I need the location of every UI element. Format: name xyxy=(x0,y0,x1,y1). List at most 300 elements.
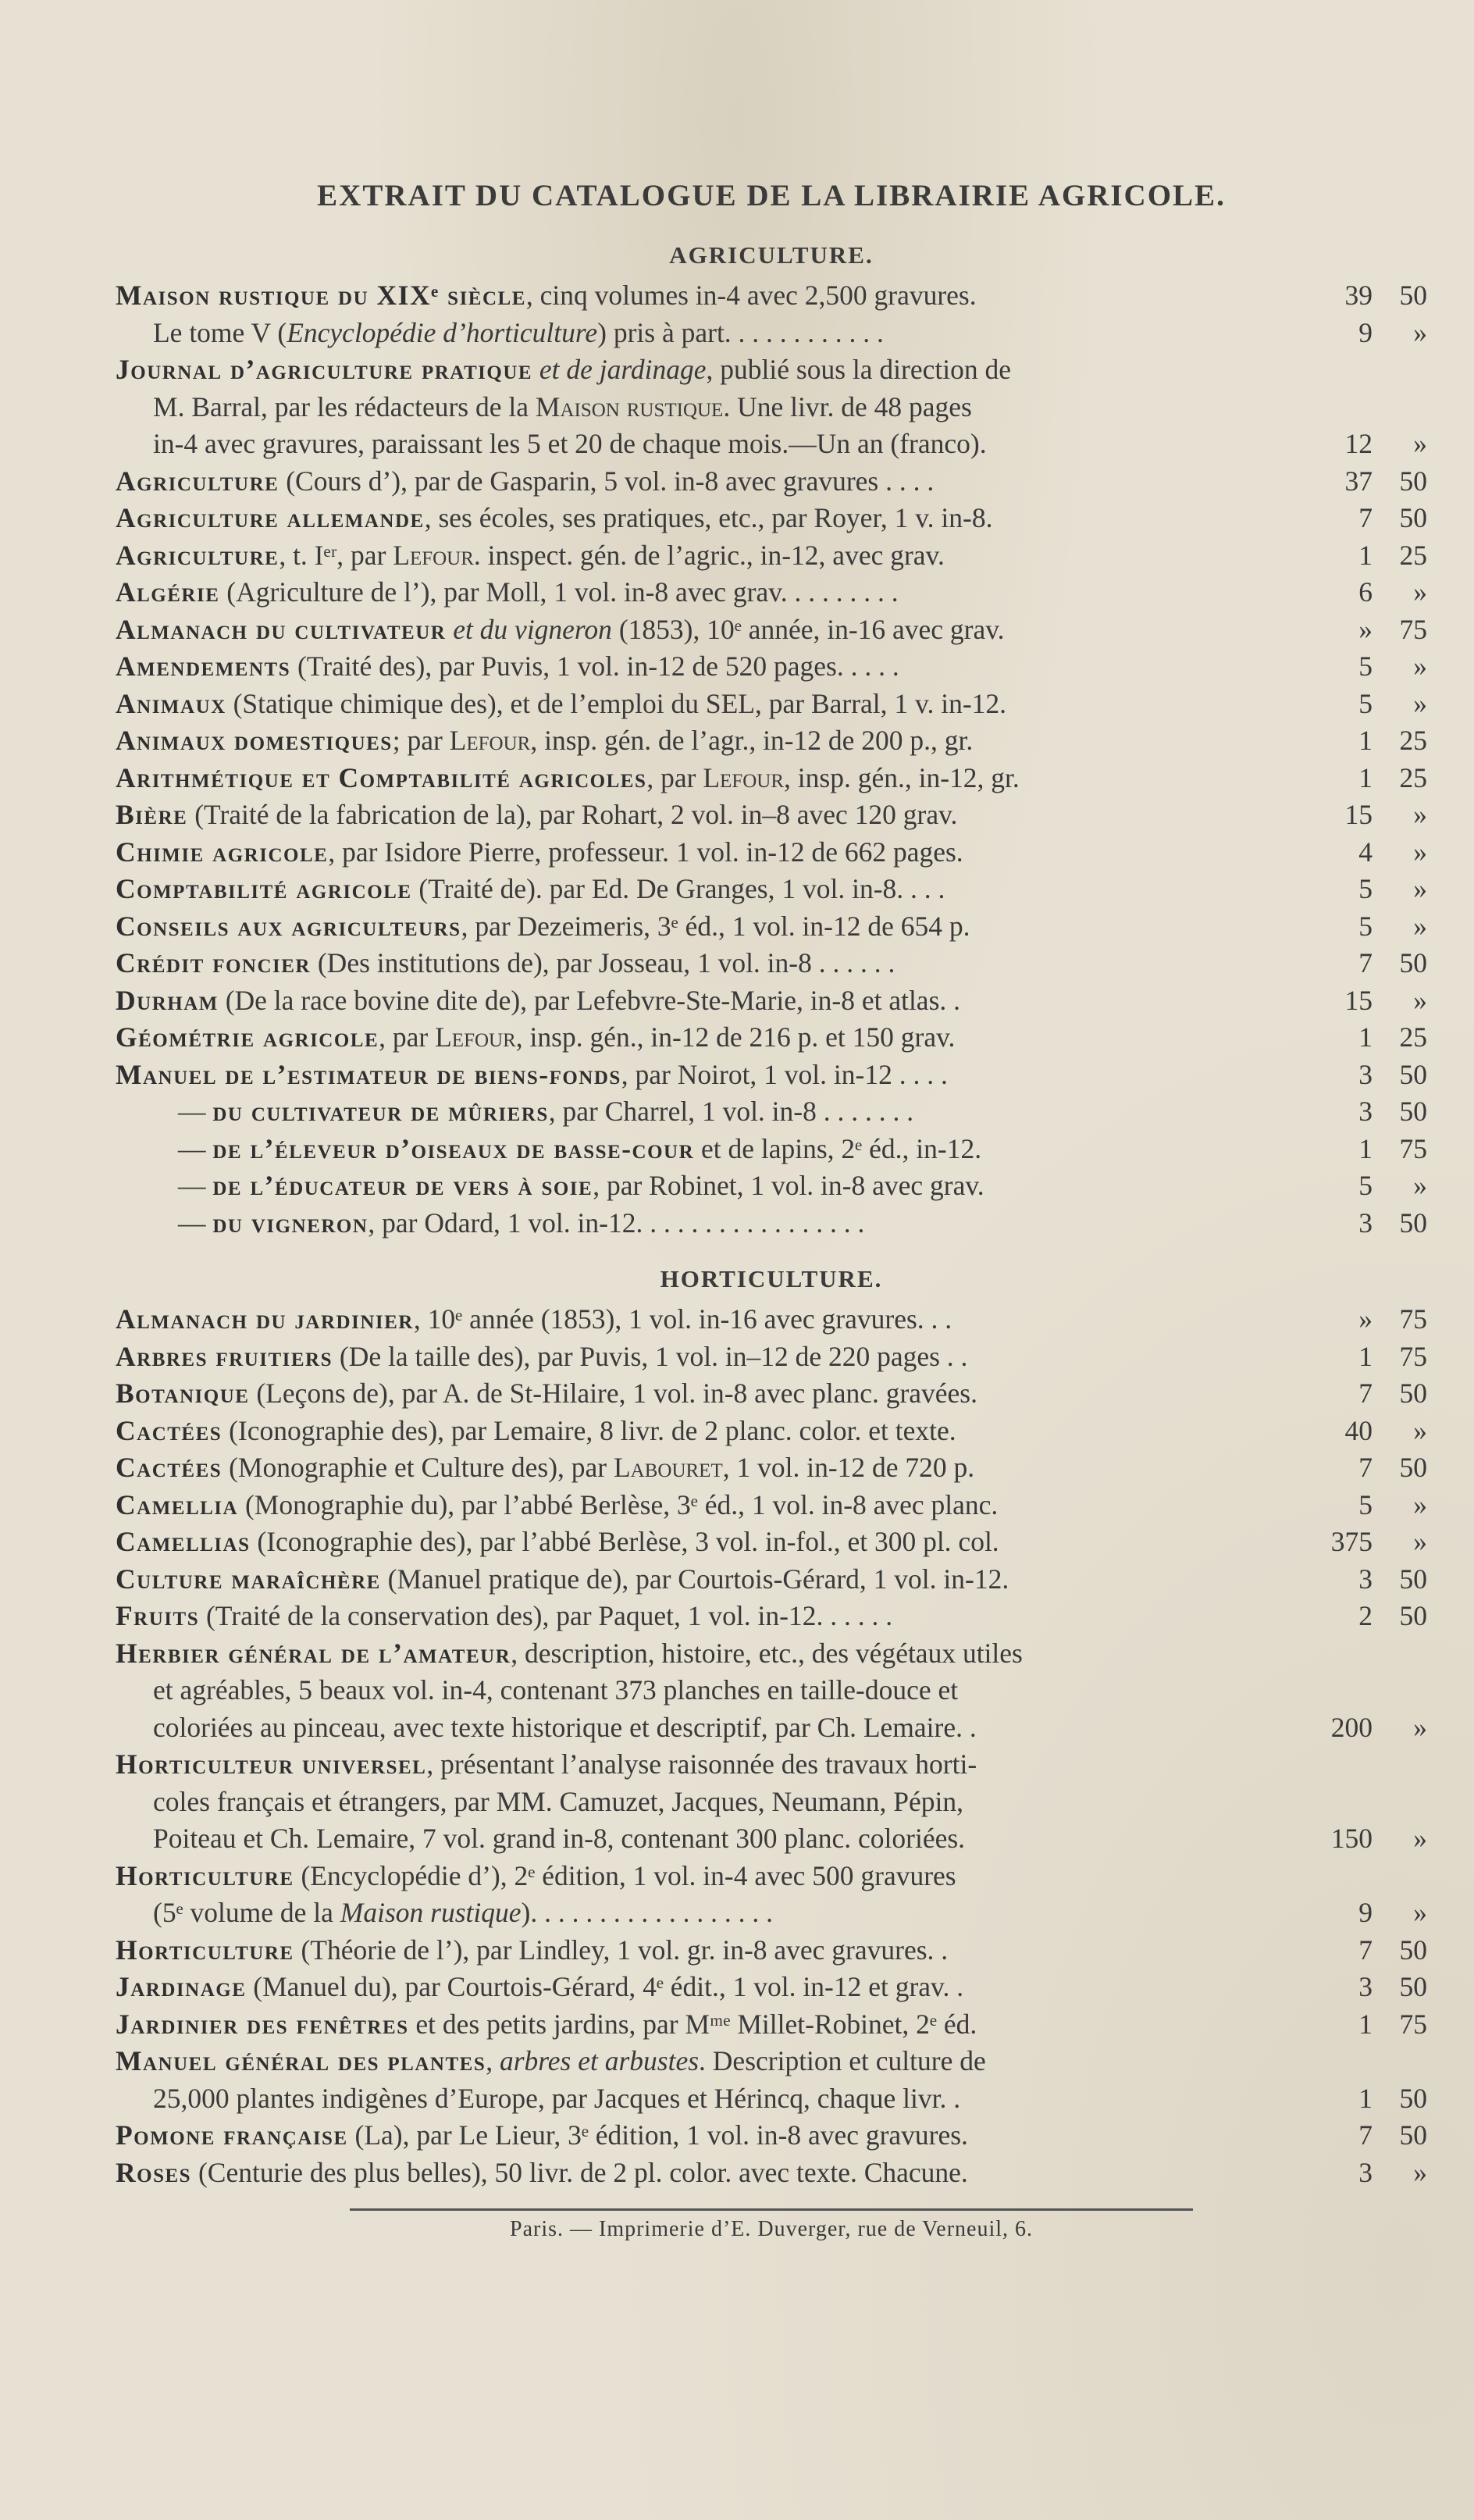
price-centimes: » xyxy=(1413,1526,1427,1557)
entry-text: Lefour xyxy=(449,725,531,756)
entry-line xyxy=(116,686,1310,723)
entry-description xyxy=(116,760,1310,797)
entry-description xyxy=(116,574,1310,611)
entry-text: et agréables, 5 beaux vol. in-4, contenant 373 planches en taille-douce et xyxy=(153,1674,959,1706)
price-centimes: 50 xyxy=(1399,1563,1427,1595)
entry-price xyxy=(1310,1932,1427,1969)
entry-description xyxy=(116,1375,1310,1413)
imprint-footer: Paris. — Imprimerie d’E. Duverger, rue de Verneuil, 6. xyxy=(510,2217,1033,2241)
entry-price xyxy=(1310,574,1427,611)
price-centimes: 50 xyxy=(1399,465,1427,497)
catalogue-entry xyxy=(116,686,1427,723)
price-francs: 9 xyxy=(1358,316,1373,348)
entry-title: Pomone française xyxy=(116,2119,348,2151)
entry-price xyxy=(1310,1894,1427,1932)
entry-line xyxy=(116,1524,1310,1561)
entry-title: de l’éducateur de vers à soie xyxy=(212,1170,593,1201)
entry-line xyxy=(116,648,1310,686)
entry-description xyxy=(116,1487,1310,1524)
entry-line xyxy=(116,945,1310,982)
entry-title: Jardinage xyxy=(116,1971,247,2002)
entry-text: ; par xyxy=(392,725,450,756)
entry-line xyxy=(116,1784,1310,1821)
footer-divider xyxy=(350,2208,1193,2211)
entry-text: (Encyclopédie d’), 2ᵉ édition, 1 vol. in-4 avec 500 gravures xyxy=(294,1859,956,1891)
entry-line xyxy=(116,1635,1310,1673)
entry-text: . Une livr. de 48 pages xyxy=(723,390,972,422)
price-centimes: 50 xyxy=(1399,1096,1427,1127)
entry-text: , insp. gén. de l’agr., in-12 de 200 p., gr. xyxy=(530,725,974,756)
catalogue-entry xyxy=(116,760,1427,797)
price-francs: 1 xyxy=(1358,1021,1373,1053)
entry-title: Bière xyxy=(116,799,188,830)
entry-description xyxy=(116,982,1310,1020)
entry-title: Almanach du cultivateur xyxy=(116,613,447,645)
entry-text: et de lapins, 2ᵉ éd., in-12. xyxy=(694,1132,982,1164)
price-centimes: 50 xyxy=(1399,1452,1427,1483)
entry-price xyxy=(1310,463,1427,501)
entry-text: (1853), 10ᵉ année, in-16 avec grav. xyxy=(611,613,1005,645)
entry-line xyxy=(116,1375,1310,1413)
entry-title: Jardinier des fenêtres xyxy=(116,2008,409,2040)
entry-description xyxy=(116,1057,1310,1094)
entry-line xyxy=(116,1338,1310,1376)
entry-line xyxy=(116,574,1310,611)
entry-description xyxy=(116,1449,1310,1487)
entry-price xyxy=(1310,871,1427,908)
entry-description xyxy=(116,1205,1310,1242)
catalogue-entry xyxy=(116,1487,1427,1524)
entry-text: — xyxy=(178,1170,213,1201)
entry-title: Herbier général de l’amateur xyxy=(116,1637,511,1669)
price-francs: 1 xyxy=(1358,2082,1373,2114)
entry-description xyxy=(116,945,1310,982)
price-francs: 1 xyxy=(1358,761,1373,793)
price-francs: 5 xyxy=(1358,1488,1373,1520)
entry-description xyxy=(116,2117,1310,2155)
entry-title: Almanach du jardinier xyxy=(116,1303,414,1335)
catalogue-entry xyxy=(116,1167,1427,1205)
entry-description xyxy=(116,2155,1310,2192)
entry-line xyxy=(116,315,1310,352)
entry-price xyxy=(1310,1205,1427,1242)
entry-text: Lefour xyxy=(435,1021,516,1053)
entry-title: Agriculture allemande xyxy=(116,502,425,533)
entry-line xyxy=(116,722,1310,760)
catalogue-entry xyxy=(116,1301,1427,1338)
catalogue-entry xyxy=(116,982,1427,1020)
price-centimes: » xyxy=(1413,1823,1427,1854)
price-centimes: » xyxy=(1413,1170,1427,1201)
price-francs: 1 xyxy=(1358,725,1373,756)
price-francs: 5 xyxy=(1358,650,1373,682)
price-centimes: 75 xyxy=(1399,613,1427,645)
entry-line xyxy=(116,277,1310,315)
entry-price xyxy=(1310,1413,1427,1450)
entry-text: , ses écoles, ses pratiques, etc., par Royer, 1 v. in-8. xyxy=(424,502,993,533)
entry-line xyxy=(116,1167,1310,1205)
catalogue-entry xyxy=(116,1205,1427,1242)
entry-description xyxy=(116,611,1310,649)
price-centimes: » xyxy=(1413,650,1427,682)
entry-text: (Iconographie des), par l’abbé Berlèse, 3 vol. in-fol., et 300 pl. col. xyxy=(250,1526,999,1557)
entry-text: M. Barral, par les rédacteurs de la xyxy=(153,390,536,422)
catalogue-entry xyxy=(116,537,1427,575)
entry-description xyxy=(116,1019,1310,1057)
entry-title: Maison rustique du XIXᵉ siècle xyxy=(116,280,526,311)
entry-title: Horticulteur universel xyxy=(116,1748,427,1780)
entry-title: Arithmétique et Comptabilité agricoles xyxy=(116,761,647,793)
entry-text: Maison rustique xyxy=(535,390,724,422)
price-francs: 1 xyxy=(1358,1132,1373,1164)
entry-description xyxy=(116,1093,1310,1131)
entry-description xyxy=(116,1301,1310,1338)
catalogue-page xyxy=(116,178,1427,2242)
entry-price xyxy=(1310,2080,1427,2118)
entry-title: Journal d’agriculture pratique xyxy=(116,354,533,385)
entry-text: ). . . . . . . . . . . . . . . . . . xyxy=(521,1897,773,1928)
entry-title: Agriculture xyxy=(116,465,279,497)
entry-line xyxy=(116,537,1310,575)
entry-price xyxy=(1310,2006,1427,2044)
entry-description xyxy=(116,1524,1310,1561)
catalogue-entry xyxy=(116,1858,1427,1932)
entry-text: , par Robinet, 1 vol. in-8 avec grav. xyxy=(593,1170,984,1201)
catalogue-entry xyxy=(116,1131,1427,1168)
price-centimes: 50 xyxy=(1399,947,1427,978)
entry-title: Cactées xyxy=(116,1452,223,1483)
entry-title: Fruits xyxy=(116,1600,200,1631)
entry-line xyxy=(116,797,1310,834)
catalogue-entry xyxy=(116,1932,1427,1969)
section-heading: AGRICULTURE. xyxy=(669,241,874,269)
catalogue-entry xyxy=(116,351,1427,463)
entry-text: et du vigneron xyxy=(446,613,612,645)
entry-text: , présentant l’analyse raisonnée des travaux horti- xyxy=(426,1748,977,1780)
catalogue-entry xyxy=(116,1598,1427,1635)
entry-price xyxy=(1310,1375,1427,1413)
entry-text: , par Odard, 1 vol. in-12. . . . . . . . . . . . . . . . . xyxy=(368,1207,865,1239)
entry-price xyxy=(1310,945,1427,982)
catalogue-entry xyxy=(116,648,1427,686)
entry-title: de l’éleveur d’oiseaux de basse-cour xyxy=(212,1132,695,1164)
price-centimes: » xyxy=(1413,1897,1427,1928)
catalogue-entry xyxy=(116,277,1427,315)
price-centimes: » xyxy=(1413,873,1427,904)
entry-price xyxy=(1310,722,1427,760)
entry-price xyxy=(1310,797,1427,834)
entry-line xyxy=(116,982,1310,1020)
entry-title: Conseils aux agriculteurs xyxy=(116,910,461,942)
price-centimes: » xyxy=(1413,2156,1427,2188)
entry-price xyxy=(1310,834,1427,871)
entry-text: (Traité de la conservation des), par Paquet, 1 vol. in-12. . . . . . xyxy=(199,1600,893,1631)
price-francs: 375 xyxy=(1330,1526,1373,1557)
entry-text: Lefour xyxy=(393,539,474,571)
entry-line xyxy=(116,1709,1310,1747)
entry-line xyxy=(116,908,1310,946)
section-heading: HORTICULTURE. xyxy=(660,1265,883,1292)
price-centimes: 50 xyxy=(1399,1971,1427,2002)
price-centimes: 50 xyxy=(1399,502,1427,533)
entry-title: Géométrie agricole xyxy=(116,1021,379,1053)
price-francs: 6 xyxy=(1358,576,1373,608)
price-francs: 15 xyxy=(1344,799,1373,830)
price-francs: 5 xyxy=(1358,1170,1373,1201)
price-francs: » xyxy=(1358,613,1373,645)
entry-title: Camellias xyxy=(116,1526,251,1557)
entry-title: Manuel de l’estimateur de biens-fonds xyxy=(116,1058,621,1090)
price-francs: 40 xyxy=(1344,1414,1373,1446)
entry-line xyxy=(116,1205,1310,1242)
entry-description xyxy=(116,1635,1310,1747)
entry-title: Animaux domestiques xyxy=(116,725,393,756)
price-francs: 7 xyxy=(1358,2119,1373,2151)
catalogue-entry xyxy=(116,1375,1427,1413)
price-centimes: » xyxy=(1413,1711,1427,1743)
catalogue-entry xyxy=(116,463,1427,501)
catalogue-entry xyxy=(116,797,1427,834)
price-centimes: » xyxy=(1413,428,1427,459)
catalogue-entry xyxy=(116,574,1427,611)
price-francs: 2 xyxy=(1358,1600,1373,1631)
price-centimes: » xyxy=(1413,576,1427,608)
entry-title: Botanique xyxy=(116,1378,250,1409)
entry-price xyxy=(1310,1131,1427,1168)
entry-line xyxy=(116,1932,1310,1969)
entry-text: (Traité des), par Puvis, 1 vol. in-12 de 520 pages. . . . . xyxy=(290,650,899,682)
entry-price xyxy=(1310,1449,1427,1487)
price-centimes: » xyxy=(1413,1414,1427,1446)
entry-text: , 1 vol. in-12 de 720 p. xyxy=(722,1452,975,1483)
catalogue-entry xyxy=(116,722,1427,760)
price-francs: 37 xyxy=(1344,465,1373,497)
price-francs: 7 xyxy=(1358,1452,1373,1483)
entry-line xyxy=(116,871,1310,908)
entry-line xyxy=(116,1858,1310,1895)
price-centimes: 50 xyxy=(1399,1600,1427,1631)
price-francs: 150 xyxy=(1330,1823,1373,1854)
catalogue-entry xyxy=(116,834,1427,871)
entry-text: (Statique chimique des), et de l’emploi du SEL, par Barral, 1 v. in-12. xyxy=(226,687,1007,719)
price-francs: 3 xyxy=(1358,1058,1373,1090)
entry-description xyxy=(116,1413,1310,1450)
entry-price xyxy=(1310,982,1427,1020)
entry-price xyxy=(1310,1524,1427,1561)
catalogue-entry xyxy=(116,1524,1427,1561)
entry-line xyxy=(116,1598,1310,1635)
entry-line xyxy=(116,1820,1310,1858)
entry-line xyxy=(116,1093,1310,1131)
price-centimes: 50 xyxy=(1399,1934,1427,1966)
entry-title: Roses xyxy=(116,2156,192,2188)
entry-text: (Manuel pratique de), par Courtois-Gérard, 1 vol. in-12. xyxy=(380,1563,1009,1595)
price-francs: 1 xyxy=(1358,2008,1373,2040)
entry-description xyxy=(116,1561,1310,1599)
entry-text: , insp. gén., in-12 de 216 p. et 150 grav. xyxy=(515,1021,956,1053)
catalogue-entry xyxy=(116,1413,1427,1450)
price-centimes: 75 xyxy=(1399,1303,1427,1335)
entry-text: (La), par Le Lieur, 3ᵉ édition, 1 vol. in-8 avec gravures. xyxy=(347,2119,968,2151)
entry-text: Le tome V ( xyxy=(153,316,287,348)
price-centimes: » xyxy=(1413,836,1427,868)
entry-line xyxy=(116,760,1310,797)
entry-price xyxy=(1310,1487,1427,1524)
entry-text: , par Dezeimeris, 3ᵉ éd., 1 vol. in-12 de 654 p. xyxy=(461,910,970,942)
price-centimes: » xyxy=(1413,687,1427,719)
price-centimes: » xyxy=(1413,984,1427,1016)
price-francs: 9 xyxy=(1358,1897,1373,1928)
entry-title: Manuel général des plantes xyxy=(116,2045,486,2076)
entry-price xyxy=(1310,2117,1427,2155)
entry-description xyxy=(116,463,1310,501)
price-francs: 200 xyxy=(1330,1711,1373,1743)
entry-title: Animaux xyxy=(116,687,226,719)
entry-description xyxy=(116,797,1310,834)
entry-description xyxy=(116,1858,1310,1932)
entry-text: coles français et étrangers, par MM. Camuzet, Jacques, Neumann, Pépin, xyxy=(153,1785,964,1817)
price-francs: 7 xyxy=(1358,502,1373,533)
entry-title: Arbres fruitiers xyxy=(116,1340,333,1372)
entry-text: , par xyxy=(646,761,703,793)
entry-text: coloriées au pinceau, avec texte historique et descriptif, par Ch. Lemaire. . xyxy=(153,1711,977,1743)
catalogue-sections xyxy=(116,241,1427,2191)
entry-title: Camellia xyxy=(116,1488,239,1520)
entry-price xyxy=(1310,686,1427,723)
entry-line xyxy=(116,2155,1310,2192)
catalogue-entry xyxy=(116,2117,1427,2155)
entry-price xyxy=(1310,1561,1427,1599)
entry-line xyxy=(116,1449,1310,1487)
price-centimes: » xyxy=(1413,910,1427,942)
price-centimes: 50 xyxy=(1399,1058,1427,1090)
catalogue-entry xyxy=(116,2155,1427,2192)
entry-line xyxy=(116,834,1310,871)
price-francs: 7 xyxy=(1358,1378,1373,1409)
entry-description xyxy=(116,351,1310,463)
entry-price xyxy=(1310,1598,1427,1635)
catalogue-entry xyxy=(116,2043,1427,2117)
entry-line xyxy=(116,1561,1310,1599)
entry-text: Labouret xyxy=(613,1452,723,1483)
catalogue-entry xyxy=(116,1338,1427,1376)
entry-description xyxy=(116,537,1310,575)
price-francs: 5 xyxy=(1358,910,1373,942)
entry-text: (Iconographie des), par Lemaire, 8 livr. de 2 planc. color. et texte. xyxy=(222,1414,956,1446)
entry-text: (Centurie des plus belles), 50 livr. de 2 pl. color. avec texte. Chacune. xyxy=(191,2156,968,2188)
entry-description xyxy=(116,500,1310,537)
price-francs: 5 xyxy=(1358,873,1373,904)
catalogue-entry xyxy=(116,1449,1427,1487)
catalogue-entry xyxy=(116,1635,1427,1747)
entry-price xyxy=(1310,611,1427,649)
price-francs: 1 xyxy=(1358,539,1373,571)
entry-title: Amendements xyxy=(116,650,291,682)
entry-text: (Manuel du), par Courtois-Gérard, 4ᵉ édit., 1 vol. in-12 et grav. . xyxy=(246,1971,964,2002)
entry-price xyxy=(1310,648,1427,686)
price-francs: 4 xyxy=(1358,836,1373,868)
entry-text: , description, histoire, etc., des végétaux utiles xyxy=(511,1637,1023,1669)
entry-text: 25,000 plantes indigènes d’Europe, par Jacques et Hérincq, chaque livr. . xyxy=(153,2082,961,2114)
entry-line xyxy=(116,1746,1310,1784)
entry-text: et des petits jardins, par Mᵐᵉ Millet-Robinet, 2ᵉ éd. xyxy=(408,2008,977,2040)
catalogue-entry xyxy=(116,1093,1427,1131)
entry-text: (Cours d’), par de Gasparin, 5 vol. in-8 avec gravures . . . . xyxy=(279,465,935,497)
price-centimes: 50 xyxy=(1399,1207,1427,1239)
entry-price xyxy=(1310,1969,1427,2006)
entry-description xyxy=(116,2043,1310,2117)
entry-price xyxy=(1310,1820,1427,1858)
catalogue-entry xyxy=(116,871,1427,908)
price-centimes: » xyxy=(1413,316,1427,348)
price-francs: 5 xyxy=(1358,687,1373,719)
entry-text: — xyxy=(178,1132,213,1164)
entry-text: , par Isidore Pierre, professeur. 1 vol. in-12 de 662 pages. xyxy=(328,836,963,868)
entry-text: (Agriculture de l’), par Moll, 1 vol. in-8 avec grav. . . . . . . . . xyxy=(219,576,899,608)
entry-line xyxy=(116,1131,1310,1168)
entry-line xyxy=(116,1413,1310,1450)
catalogue-entry xyxy=(116,611,1427,649)
entry-title: Agriculture xyxy=(116,539,279,571)
entry-title: Horticulture xyxy=(116,1934,294,1966)
entry-line xyxy=(116,1019,1310,1057)
entry-price xyxy=(1310,1338,1427,1376)
entry-line xyxy=(116,2117,1310,2155)
entry-line xyxy=(116,463,1310,501)
entry-text: , par Noirot, 1 vol. in-12 . . . . xyxy=(621,1058,948,1090)
entry-description xyxy=(116,277,1310,315)
entry-text: , publié sous la direction de xyxy=(706,354,1011,385)
entry-price xyxy=(1310,1167,1427,1205)
entry-text: ) pris à part. . . . . . . . . . . . xyxy=(597,316,884,348)
price-francs: 3 xyxy=(1358,1563,1373,1595)
entry-text: et de jardinage xyxy=(532,354,707,385)
entry-line xyxy=(116,351,1310,389)
entry-price xyxy=(1310,1093,1427,1131)
entry-title: Culture maraîchère xyxy=(116,1563,381,1595)
entry-price xyxy=(1310,1057,1427,1094)
entry-title: du vigneron xyxy=(212,1207,368,1239)
entry-text: (Monographie du), par l’abbé Berlèse, 3ᵉ éd., 1 vol. in-8 avec planc. xyxy=(238,1488,999,1520)
entry-text: (Traité de la fabrication de la), par Rohart, 2 vol. in–8 avec 120 grav. xyxy=(187,799,958,830)
entry-price xyxy=(1310,2155,1427,2192)
catalogue-entry xyxy=(116,1057,1427,1094)
entry-line xyxy=(116,389,1310,426)
entry-description xyxy=(116,2006,1310,2044)
entry-text: (Traité de). par Ed. De Granges, 1 vol. in-8. . . . xyxy=(411,873,945,904)
entry-line xyxy=(116,2006,1310,2044)
entry-text: , 10ᵉ année (1853), 1 vol. in-16 avec gravures. . . xyxy=(413,1303,952,1335)
entry-text: . Description et culture de xyxy=(699,2045,986,2076)
entry-description xyxy=(116,1131,1310,1168)
entry-title: Cactées xyxy=(116,1414,223,1446)
price-centimes: 75 xyxy=(1399,1132,1427,1164)
price-francs: 12 xyxy=(1344,428,1373,459)
entry-text: — xyxy=(178,1096,213,1127)
entry-line xyxy=(116,500,1310,537)
entry-text: (Leçons de), par A. de St-Hilaire, 1 vol. in-8 avec planc. gravées. xyxy=(249,1378,977,1409)
entry-title: Chimie agricole xyxy=(116,836,329,868)
price-centimes: 50 xyxy=(1399,1378,1427,1409)
entry-price xyxy=(1310,426,1427,463)
entry-text: Poiteau et Ch. Lemaire, 7 vol. grand in-8, contenant 300 planc. coloriées. xyxy=(153,1823,966,1854)
entry-description xyxy=(116,648,1310,686)
entry-line xyxy=(116,1894,1310,1932)
entry-text: Lefour xyxy=(703,761,785,793)
entry-text: (De la taille des), par Puvis, 1 vol. in–12 de 220 pages . . xyxy=(333,1340,968,1372)
entry-description xyxy=(116,315,1310,352)
entry-price xyxy=(1310,1709,1427,1747)
